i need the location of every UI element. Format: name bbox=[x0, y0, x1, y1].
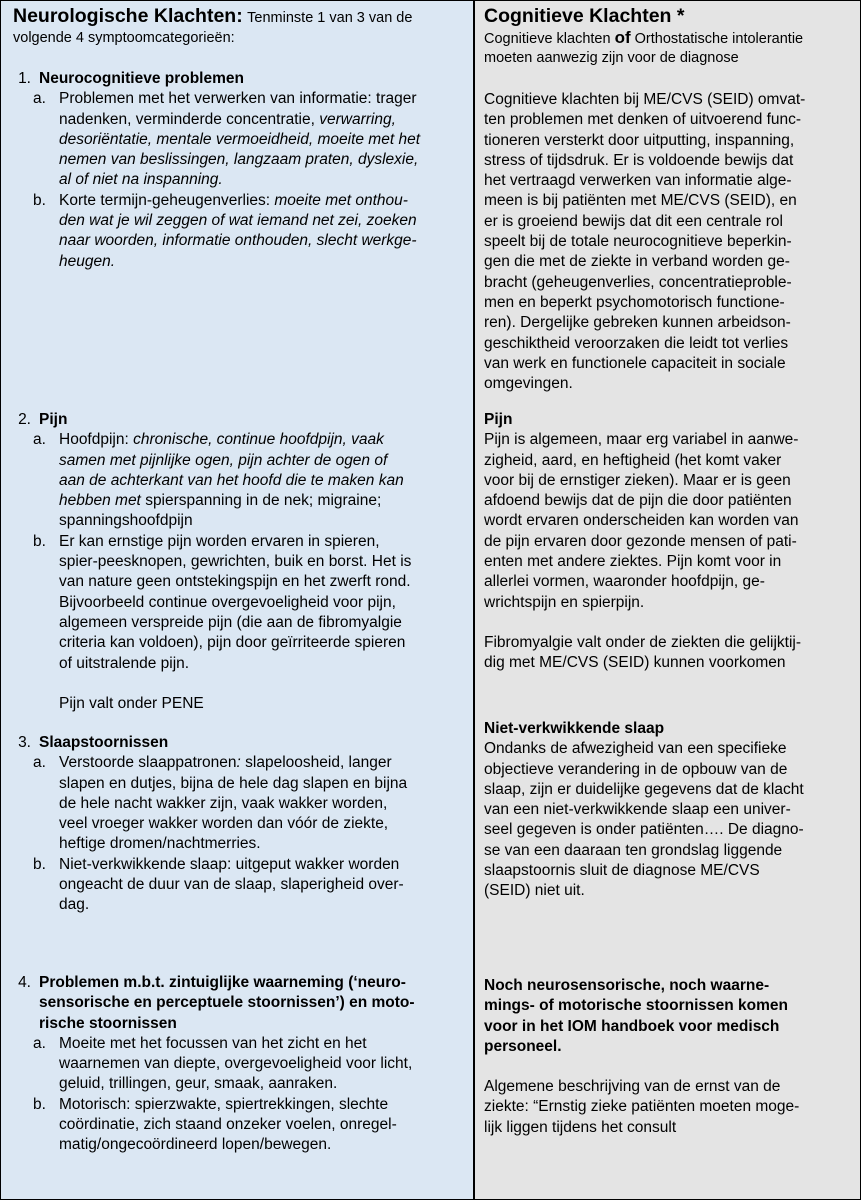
section-number: 4. bbox=[18, 974, 31, 991]
section-number: 2. bbox=[18, 411, 31, 428]
left-header-title: Neurologische Klachten: bbox=[13, 5, 243, 27]
list-item: b. Niet-verkwikkende slaap: uitgeput wakker worden ongeacht de duur van de slaap, slaperigheid over- dag. bbox=[33, 855, 404, 914]
section-title: Problemen m.b.t. zintuiglijke waarneming (‘neuro- bbox=[39, 974, 406, 991]
cognitive-complaints-column bbox=[475, 1, 860, 1199]
section-number: 1. bbox=[18, 70, 31, 87]
pain-paragraph: Pijn Pijn is algemeen, maar erg variabel in aanwe- zigheid, aard, en heftigheid (het komt vaker voor bij de ernstiger zieken). Maar er is geen afdoend bewijs dat de pijn die door patiënten wordt ervaren onderscheiden kan worden van de pijn ervaren door gezonde mensen of pati- enten met andere ziektes. Pijn komt voor in allerlei vormen, waaronder hoofdpijn, ge- wrichtspijn en spierpijn. Fibromyalgie valt onder de ziekten die gelijktij- dig met ME/CVS (SEID) kunnen voorkomen bbox=[475, 410, 860, 674]
section-sensory-motor: 4. Problemen m.b.t. zintuiglijke waarneming (‘neuro- sensorische en perceptuele stoornissen’) en moto- rische stoornissen a. Moeite met het focussen van het zicht en het waarnemen van diepte, overgevoeligheid voor licht, geluid, trillingen, geur, smaak, aanraken. b. Motorisch: spierzwakte, spiertrekkingen, slechte coördinatie, zich staand onzeker voelen, onregel- matig/ongecoördineerd lopen/bewegen. bbox=[1, 973, 473, 1156]
left-header bbox=[1, 6, 473, 47]
sleep-title: Niet-verkwikkende slaap bbox=[484, 720, 665, 737]
section-title: Neurocognitieve problemen bbox=[39, 70, 244, 87]
section-sleep bbox=[1, 733, 473, 916]
section-title: Pijn bbox=[39, 411, 68, 428]
section-number: 3. bbox=[18, 734, 31, 751]
sensory-paragraph: Noch neurosensorische, noch waarne- mings- of motorische stoornissen komen voor in het IOM handboek voor medisch personeel. Algemene beschrijving van de ernst van de ziekte: “Ernstig zieke patiënten moeten moge- lijk liggen tijdens het consult bbox=[484, 977, 800, 1136]
left-header-note: Tenminste 1 van 3 van de bbox=[247, 10, 413, 26]
list-item: b. Er kan ernstige pijn worden ervaren in spieren, spier-peesknopen, gewrichten, buik en borst. Het is van nature geen ontstekingspijn en het zwerft rond. Bijvoorbeeld continue overgevoeligheid voor pijn, algemeen verspreide pijn (die aan de fibromyalgie criteria kan voldoen), pijn door geïrriteerde spieren of uitstralende pijn. bbox=[33, 532, 412, 672]
right-header-note: Cognitieve klachten of Orthostatische intolerantie bbox=[484, 28, 804, 47]
neurological-complaints-column bbox=[1, 1, 475, 1199]
list-item: a. Moeite met het focussen van het zicht en het waarnemen van diepte, overgevoeligheid voor licht, geluid, trillingen, geur, smaak, aanraken. bbox=[33, 1034, 413, 1093]
pain-title: Pijn bbox=[484, 411, 513, 428]
sleep-paragraph: Niet-verkwikkende slaap Ondanks de afwezigheid van een specifieke objectieve verandering in de opbouw van de slaap, zijn er duidelijke gegevens dat de klacht van een niet-verkwikkende slaap een univer- seel gegeven is onder patiënten…. De diagno- se van een daaraan ten grondslag liggende slaapstoornis sluit de diagnose ME/CVS (SEID) niet uit. bbox=[475, 719, 860, 902]
section-pain bbox=[1, 410, 473, 714]
right-header: Cognitieve Klachten * Cognitieve klachten of Orthostatische intolerantie moeten aanwezig zijn voor de diagnose bbox=[475, 6, 860, 67]
list-item: a. Hoofdpijn: chronische, continue hoofdpijn, vaak samen met pijnlijke ogen, pijn achter de ogen of aan de achterkant van het hoofd die te maken kan hebben met spierspanning in de nek; migraine; spanningshoofdpijn bbox=[33, 431, 404, 530]
list-item: a. Problemen met het verwerken van informatie: trager nadenken, verminderde concentratie, verwarring, desoriëntatie, mentale vermoeidheid, moeite met het nemen van beslissingen, langzaam praten, dyslexie, al of niet na inspanning. bbox=[33, 90, 421, 189]
list-item: b. Korte termijn-geheugenverlies: moeite met onthou- den wat je wil zeggen of wat iemand net zei, zoeken naar woorden, informatie onthouden, slecht werkge- heugen. bbox=[33, 191, 417, 270]
section-neurocognitive bbox=[1, 69, 473, 272]
cognitive-paragraph: Cognitieve klachten bij ME/CVS (SEID) omvat- ten problemen met denken of uitvoerend func- tioneren versterkt door uitputting, inspanning, stress of tijdsdruk. Er is voldoende bewijs dat het vertraagd verwerken van informatie alge- meen is bij patiënten met ME/CVS (SEID), en er is groeiend bewijs dat dit een centrale rol speelt bij de totale neurocognitieve beperkin- gen die met de ziekte in verband worden ge- bracht (geheugenverlies, concentratieproble- men en beperkt psychomotorisch functione- ren). Dergelijke gebreken kunnen arbeidson- geschiktheid veroorzaken die leidt tot verlies van werk en functionele capaciteit in sociale omgevingen. bbox=[484, 91, 806, 393]
list-item: b. Motorisch: spierzwakte, spiertrekkingen, slechte coördinatie, zich staand onzeker voelen, onregel- matig/ongecoördineerd lopen/bewegen. bbox=[33, 1095, 397, 1154]
section-title: Slaapstoornissen bbox=[39, 734, 169, 751]
right-header-title: Cognitieve Klachten * bbox=[484, 5, 685, 27]
pain-note: Pijn valt onder PENE bbox=[59, 694, 204, 712]
left-header-note-2: volgende 4 symptoomcategorieën: bbox=[13, 30, 235, 46]
list-item: a. Verstoorde slaappatronen: slapeloosheid, langer slapen en dutjes, bijna de hele dag slapen en bijna de hele nacht wakker zijn, vaak wakker worden, veel vroeger wakker worden dan vóór de ziekte, heftige dromen/nachtmerries. bbox=[33, 754, 408, 853]
